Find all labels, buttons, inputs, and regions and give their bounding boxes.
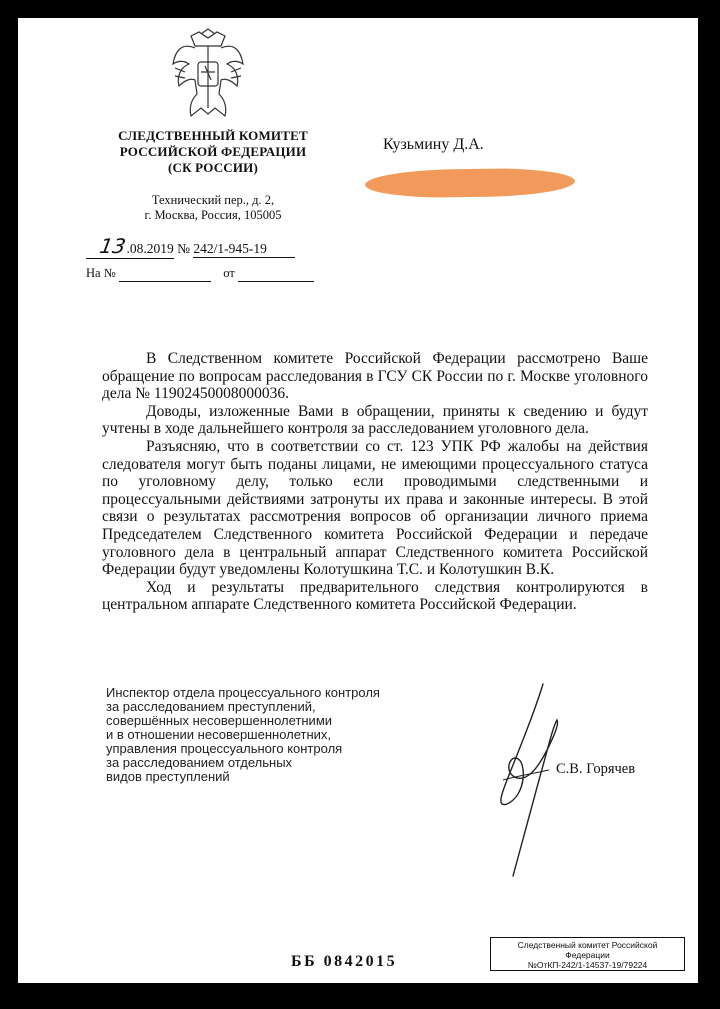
position-line: Инспектор отдела процессуального контроля	[106, 685, 380, 700]
body-paragraph: Разъясняю, что в соответствии со ст. 123 УПК РФ жалобы на действия следователя могут быть поданы лицами, не имеющими процессуального статуса по уголовному делу, только если проводимыми следственными и процессуальными действиями затронуты их права и законные интересы. В этой связи о результатах рассмотрения вопросов об организации личного приема Председателем Следственного комитета Российской Федерации и передаче уголовного дела в центральный аппарат Следственного комитета Российской Федерации будут уведомлены Колотушкина Т.С. и Колотушкин В.К.	[102, 437, 648, 579]
position-line: управления процессуального контроля	[106, 741, 343, 756]
body-paragraph: Ход и результаты предварительного следствия контролируются в центральном аппарате Следственного комитета Российской Федерации.	[102, 578, 648, 614]
org-line-1: СЛЕДСТВЕННЫЙ КОМИТЕТ	[118, 128, 308, 143]
redaction-mark	[365, 167, 575, 199]
registration-number: 242/1-945-19	[193, 241, 295, 258]
reply-no-blank	[119, 266, 211, 282]
position-line: за расследованием преступлений,	[106, 699, 316, 714]
signer-name: С.В. Горячев	[556, 761, 636, 777]
reply-from-label: от	[223, 266, 235, 280]
position-line: и в отношении несовершеннолетних,	[106, 727, 332, 742]
body-paragraph: В Следственном комитете Российской Федерации рассмотрено Ваше обращение по вопросам расследования в ГСУ СК России по г. Москве уголовного дела № 11902450008000036.	[102, 350, 648, 403]
body-paragraph: Доводы, изложенные Вами в обращении, приняты к сведению и будут учтены в ходе дальнейшего контроля за расследованием уголовного дела.	[102, 402, 648, 438]
org-line-3: (СК РОССИИ)	[167, 160, 259, 175]
address-line-1: Технический пер., д. 2,	[151, 193, 275, 207]
registration-number-prefix: №	[177, 241, 190, 256]
stamp-line-2: Федерации	[565, 950, 610, 960]
addressee-name: Кузьмину Д.А.	[383, 136, 484, 153]
handwritten-day: 13	[97, 234, 128, 258]
registration-stamp	[490, 937, 685, 971]
stamp-line-1: Следственный комитет Российской	[517, 940, 658, 950]
letter-page	[18, 18, 698, 983]
position-line: совершённых несовершеннолетними	[106, 713, 333, 728]
position-line: за расследованием отдельных	[106, 755, 293, 770]
address-line-2: г. Москва, Россия, 105005	[144, 208, 282, 222]
registration-date-field	[86, 234, 174, 259]
letter-body	[102, 350, 648, 614]
form-serial-number: ББ 0842015	[291, 953, 398, 970]
reply-from-blank	[238, 266, 314, 282]
reply-reference-line	[86, 266, 314, 282]
registration-line	[86, 234, 295, 259]
stamp-line-3: №ОтКП-242/1-14537-19/79224	[527, 960, 648, 970]
registration-date: .08.2019	[126, 241, 174, 256]
org-line-2: РОССИЙСКОЙ ФЕДЕРАЦИИ	[119, 144, 307, 159]
reply-no-label: На №	[86, 266, 116, 280]
organization-address	[88, 193, 338, 223]
position-line: видов преступлений	[106, 769, 230, 784]
signatory-position	[106, 686, 406, 784]
handwritten-signature	[473, 680, 583, 880]
coat-of-arms-icon	[171, 28, 245, 120]
organization-name	[88, 128, 338, 176]
